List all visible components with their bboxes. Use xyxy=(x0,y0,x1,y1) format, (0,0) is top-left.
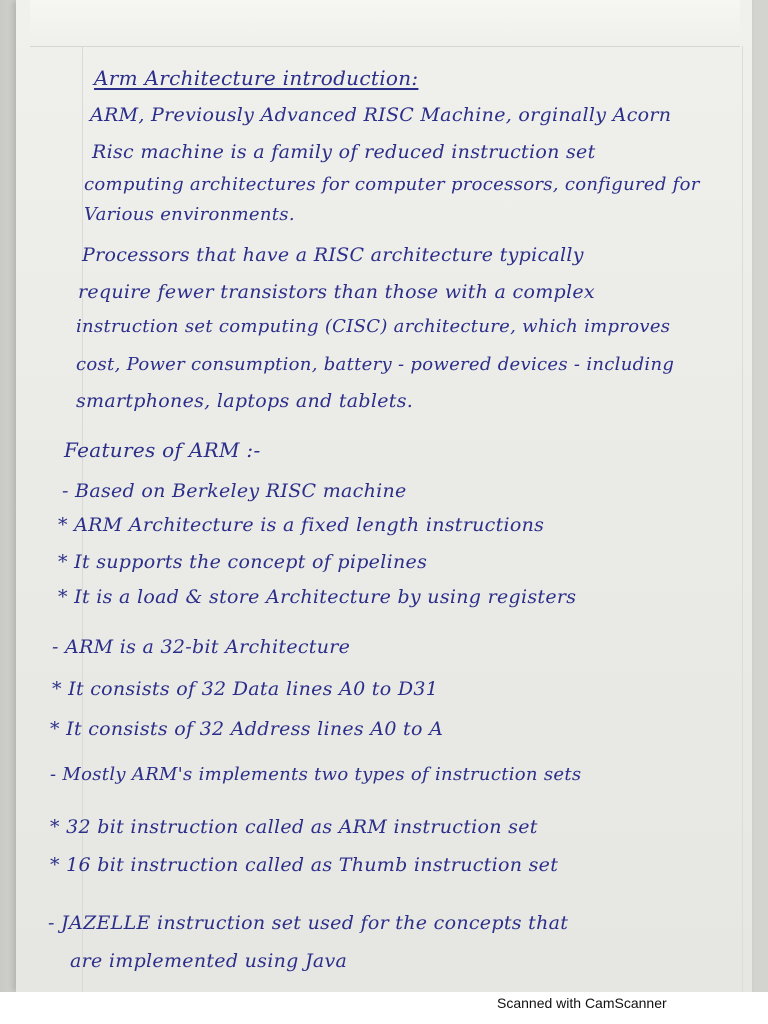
second-line-3: instruction set computing (CISC) architecture, which improves xyxy=(76,316,671,337)
feature-line-11: - JAZELLE instruction set used for the concepts that xyxy=(48,912,569,934)
camscanner-watermark: Scanned with CamScanner xyxy=(497,995,667,1011)
intro-line-2: Risc machine is a family of reduced instruction set xyxy=(92,141,596,163)
intro-line-3: computing architectures for computer processors, configured for xyxy=(84,174,700,195)
feature-line-6: * It consists of 32 Data lines A0 to D31 xyxy=(52,678,439,700)
feature-line-12: are implemented using Java xyxy=(70,950,348,972)
second-line-5: smartphones, laptops and tablets. xyxy=(76,390,414,412)
feature-line-5: - ARM is a 32-bit Architecture xyxy=(52,636,351,658)
feature-line-7: * It consists of 32 Address lines A0 to A xyxy=(50,718,444,740)
feature-line-4: * It is a load & store Architecture by using registers xyxy=(58,586,577,608)
feature-line-2: * ARM Architecture is a fixed length instructions xyxy=(58,514,545,536)
intro-line-4: Various environments. xyxy=(84,204,295,225)
right-rule-line xyxy=(742,46,743,992)
second-line-1: Processors that have a RISC architecture typically xyxy=(82,244,584,266)
page-top-strip xyxy=(30,0,740,47)
second-line-4: cost, Power consumption, battery - powered devices - including xyxy=(76,354,675,375)
features-heading: Features of ARM :- xyxy=(64,438,261,462)
feature-line-1: - Based on Berkeley RISC machine xyxy=(62,480,407,502)
feature-line-3: * It supports the concept of pipelines xyxy=(58,551,428,573)
page-title: Arm Architecture introduction: xyxy=(94,66,419,90)
feature-line-10: * 16 bit instruction called as Thumb instruction set xyxy=(50,854,559,876)
feature-line-9: * 32 bit instruction called as ARM instruction set xyxy=(50,816,538,838)
feature-line-8: - Mostly ARM's implements two types of instruction sets xyxy=(50,764,582,785)
intro-line-1: ARM, Previously Advanced RISC Machine, orginally Acorn xyxy=(90,104,672,126)
second-line-2: require fewer transistors than those with a complex xyxy=(78,281,595,303)
